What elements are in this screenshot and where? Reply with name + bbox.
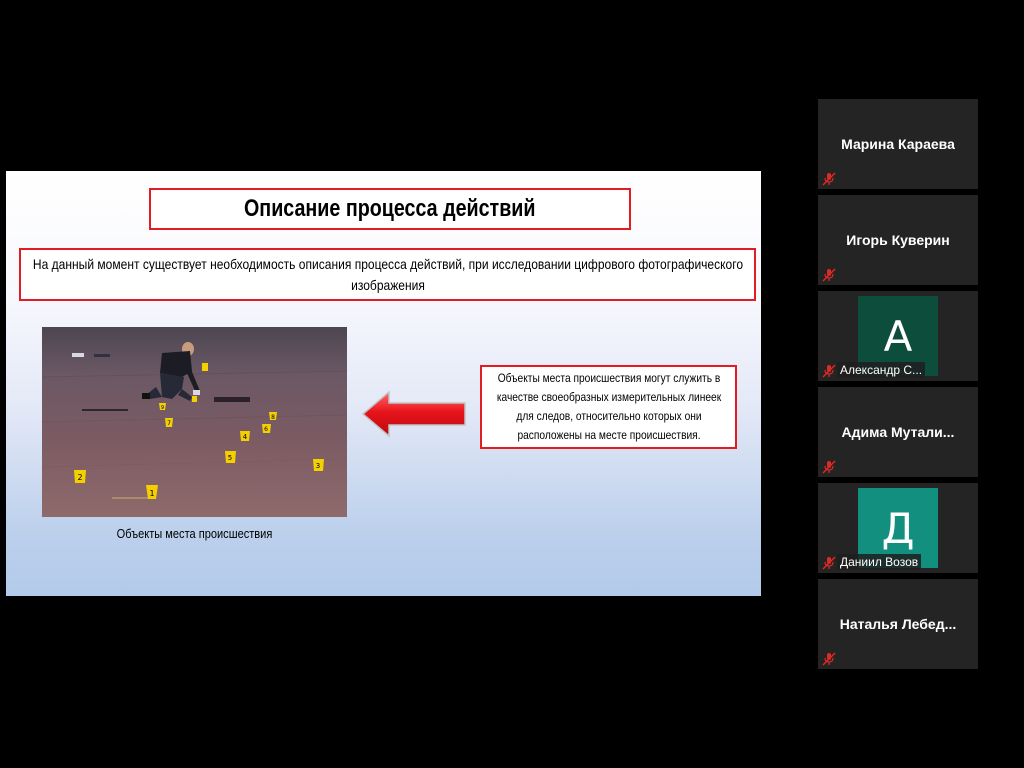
info-text: Объекты места происшествия могут служить в качестве своеобразных измерительных линеек для следов, относительно которых они расположены на месте происшествия. (496, 371, 721, 442)
mic-muted-icon (822, 556, 836, 570)
slide-title: Описание процесса действий (244, 195, 536, 222)
marker-label-7: 7 (167, 420, 171, 427)
shared-screen-slide (6, 171, 761, 596)
participant-name: Даниил Возов (837, 554, 921, 570)
participant-tile-marina[interactable] (818, 99, 978, 189)
photo-caption: Объекты места происшествия (116, 526, 273, 541)
info-box (480, 365, 737, 449)
marker-label-6: 6 (264, 426, 268, 433)
slide-subtitle-box (19, 248, 756, 301)
participant-name: Адима Мутали... (841, 424, 955, 440)
evidence-marker-1 (146, 485, 158, 499)
slide-title-box (149, 188, 631, 230)
left-arrow-icon (361, 390, 467, 438)
slide-subtitle: На данный момент существует необходимость описания процесса действий, при исследовании цифрового фотографического изображения (32, 255, 743, 293)
marker-label-9: 9 (160, 405, 165, 411)
marker-label-4: 4 (242, 433, 248, 441)
evidence-marker-9 (159, 403, 166, 411)
participant-name: Наталья Лебед... (839, 616, 957, 632)
participant-tile-adima[interactable] (818, 387, 978, 477)
participant-tile-alexandr[interactable] (818, 291, 978, 381)
marker-label-5: 5 (227, 454, 233, 462)
marker-label-8: 8 (271, 414, 275, 421)
marker-label-3: 3 (315, 462, 321, 470)
evidence-marker-7 (165, 418, 173, 427)
avatar-initial: А (883, 311, 913, 361)
mic-muted-icon (822, 172, 836, 186)
evidence-marker-2 (74, 470, 86, 483)
evidence-marker-8 (269, 412, 277, 421)
marker-label-1: 1 (149, 489, 155, 498)
evidence-marker-far (202, 363, 208, 371)
evidence-marker-3 (313, 459, 324, 471)
evidence-marker-5 (225, 451, 236, 463)
crime-scene-image (42, 327, 347, 517)
participant-tile-igor[interactable] (818, 195, 978, 285)
participant-name: Александр С... (837, 362, 925, 378)
mic-muted-icon (822, 460, 836, 474)
evidence-marker-6 (262, 424, 271, 433)
participant-name: Марина Караева (841, 136, 955, 152)
mic-muted-icon (822, 268, 836, 282)
participant-tile-natalya[interactable] (818, 579, 978, 669)
crime-scene-photo (42, 327, 347, 517)
evidence-marker-4 (240, 431, 250, 441)
participant-name: Игорь Куверин (846, 232, 950, 248)
mic-muted-icon (822, 652, 836, 666)
mic-muted-icon (822, 364, 836, 378)
avatar-initial: Д (881, 503, 915, 553)
evidence-marker-small (192, 396, 197, 402)
participant-tile-daniil[interactable] (818, 483, 978, 573)
marker-label-2: 2 (77, 473, 83, 482)
